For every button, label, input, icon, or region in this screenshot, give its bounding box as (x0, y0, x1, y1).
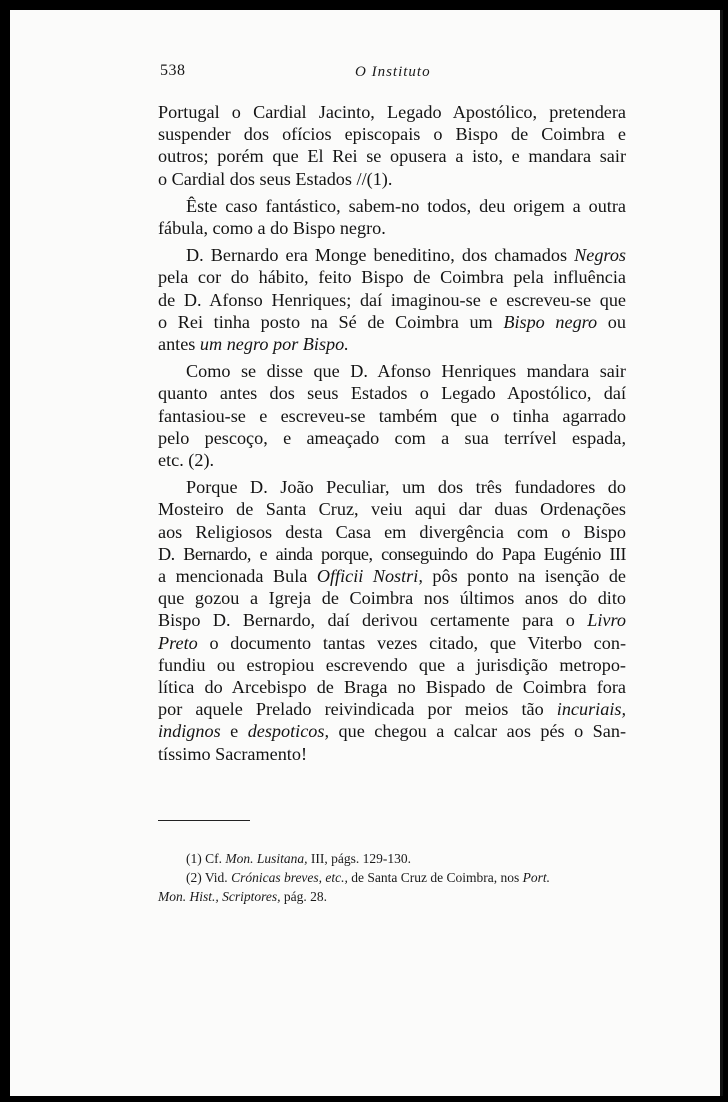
text-line: Mosteiro de Santa Cruz, veiu aqui dar duas Ordenações (158, 499, 626, 520)
footnote-2 (158, 868, 626, 887)
text-line: D. Bernardo, e ainda porque, conseguindo do Papa Eugénio III (158, 543, 626, 564)
paragraph-1 (158, 101, 626, 190)
text-line: pelo pescoço, e ameaçado com a sua terrível espada, (158, 427, 626, 448)
italic-run: um negro por Bispo. (199, 334, 349, 355)
text-run: e (220, 721, 248, 742)
body-text (158, 101, 626, 765)
text-run: D. Bernardo era Monge beneditino, dos chamados (186, 245, 575, 266)
page-header (160, 62, 628, 88)
text-run: a mencionada Bula (158, 566, 317, 587)
text-line (158, 333, 626, 355)
italic-run: Livro (587, 610, 626, 631)
text-line: aos Religiosos desta Casa em divergência com o Bispo (158, 521, 626, 542)
text-line: de D. Afonso Henriques; daí imaginou-se e escreveu-se que (158, 289, 626, 310)
footnote-2-continuation (158, 887, 626, 906)
text-run: (2) Vid. (186, 870, 232, 885)
text-line: fábula, como a do Bispo negro. (158, 218, 386, 239)
text-line: o Cardial dos seus Estados //(1). (158, 168, 393, 189)
text-run: que chegou a calcar aos pés o San- (329, 721, 627, 742)
text-run: ou (597, 311, 626, 332)
text-line (158, 244, 626, 266)
text-run: antes (158, 334, 200, 355)
italic-run: despoticos, (247, 721, 330, 742)
text-line: Portugal o Cardial Jacinto, Legado Apostólico, pretendera (158, 102, 626, 122)
text-line (158, 609, 626, 631)
text-line (158, 632, 626, 654)
italic-run: Port. (522, 870, 551, 885)
text-run: III, págs. 129-130. (307, 851, 411, 866)
text-line: suspender dos ofícios episcopais o Bispo de Coimbra e (158, 124, 626, 145)
text-line: fantasiou-se e escreveu-se também que o tinha agarrado (158, 405, 626, 426)
text-line: Como se disse que D. Afonso Henriques mandara sair (186, 361, 626, 382)
footnotes (158, 849, 626, 906)
paragraph-4 (158, 360, 626, 471)
text-run: o documento tantas vezes citado, que Viterbo con- (197, 632, 626, 653)
text-line: etc. (2). (158, 450, 215, 471)
paragraph-2 (158, 195, 626, 239)
text-run: por aquele Prelado reivindicada por meios tão (158, 699, 557, 720)
footnote-1 (158, 849, 626, 868)
paragraph-5 (158, 476, 626, 765)
text-line: Porque D. João Peculiar, um dos três fundadores do (186, 477, 626, 498)
text-line (158, 311, 626, 333)
text-line (158, 698, 626, 720)
text-line: Êste caso fantástico, sabem-no todos, deu origem a outra (186, 195, 626, 216)
text-line: lítica do Arcebispo de Braga no Bispado de Coimbra fora (158, 677, 626, 698)
italic-run: indignos (158, 721, 221, 742)
text-line: quanto antes dos seus Estados o Legado Apostólico, daí (158, 383, 626, 404)
italic-run: Preto (158, 632, 198, 653)
text-run: de Santa Cruz de Coimbra, nos (347, 870, 523, 885)
italic-run: Crónicas breves, etc., (231, 870, 348, 885)
footnote-separator (158, 820, 250, 821)
text-line (158, 720, 626, 742)
text-line: tíssimo Sacramento! (158, 743, 308, 764)
text-run: pág. 28. (280, 889, 327, 904)
running-title: O Instituto (355, 64, 431, 80)
text-run: Bispo D. Bernardo, daí derivou certamente para o (158, 610, 588, 631)
text-line (158, 565, 626, 587)
text-line: pela cor do hábito, feito Bispo de Coimbra pela influência (158, 267, 626, 288)
paragraph-3 (158, 244, 626, 355)
text-line: que gozou a Igreja de Coimbra nos últimos anos do dito (158, 588, 626, 609)
italic-run: incuriais, (556, 699, 626, 720)
italic-run: Officii Nostri, (316, 566, 423, 587)
italic-run: Negros (574, 245, 626, 266)
italic-run: Bispo negro (503, 311, 598, 332)
text-run: pôs ponto na isenção de (422, 566, 627, 587)
text-line: fundiu ou estropiou escrevendo que a jurisdição metropo- (158, 654, 626, 675)
text-run: (1) Cf. (186, 851, 226, 866)
italic-run: Mon. Lusitana, (225, 851, 308, 866)
text-line: outros; porém que El Rei se opusera a isto, e mandara sair (158, 146, 626, 167)
italic-run: Mon. Hist., Scriptores, (158, 889, 281, 904)
page-number: 538 (160, 62, 186, 79)
text-run: o Rei tinha posto na Sé de Coimbra um (158, 311, 504, 332)
